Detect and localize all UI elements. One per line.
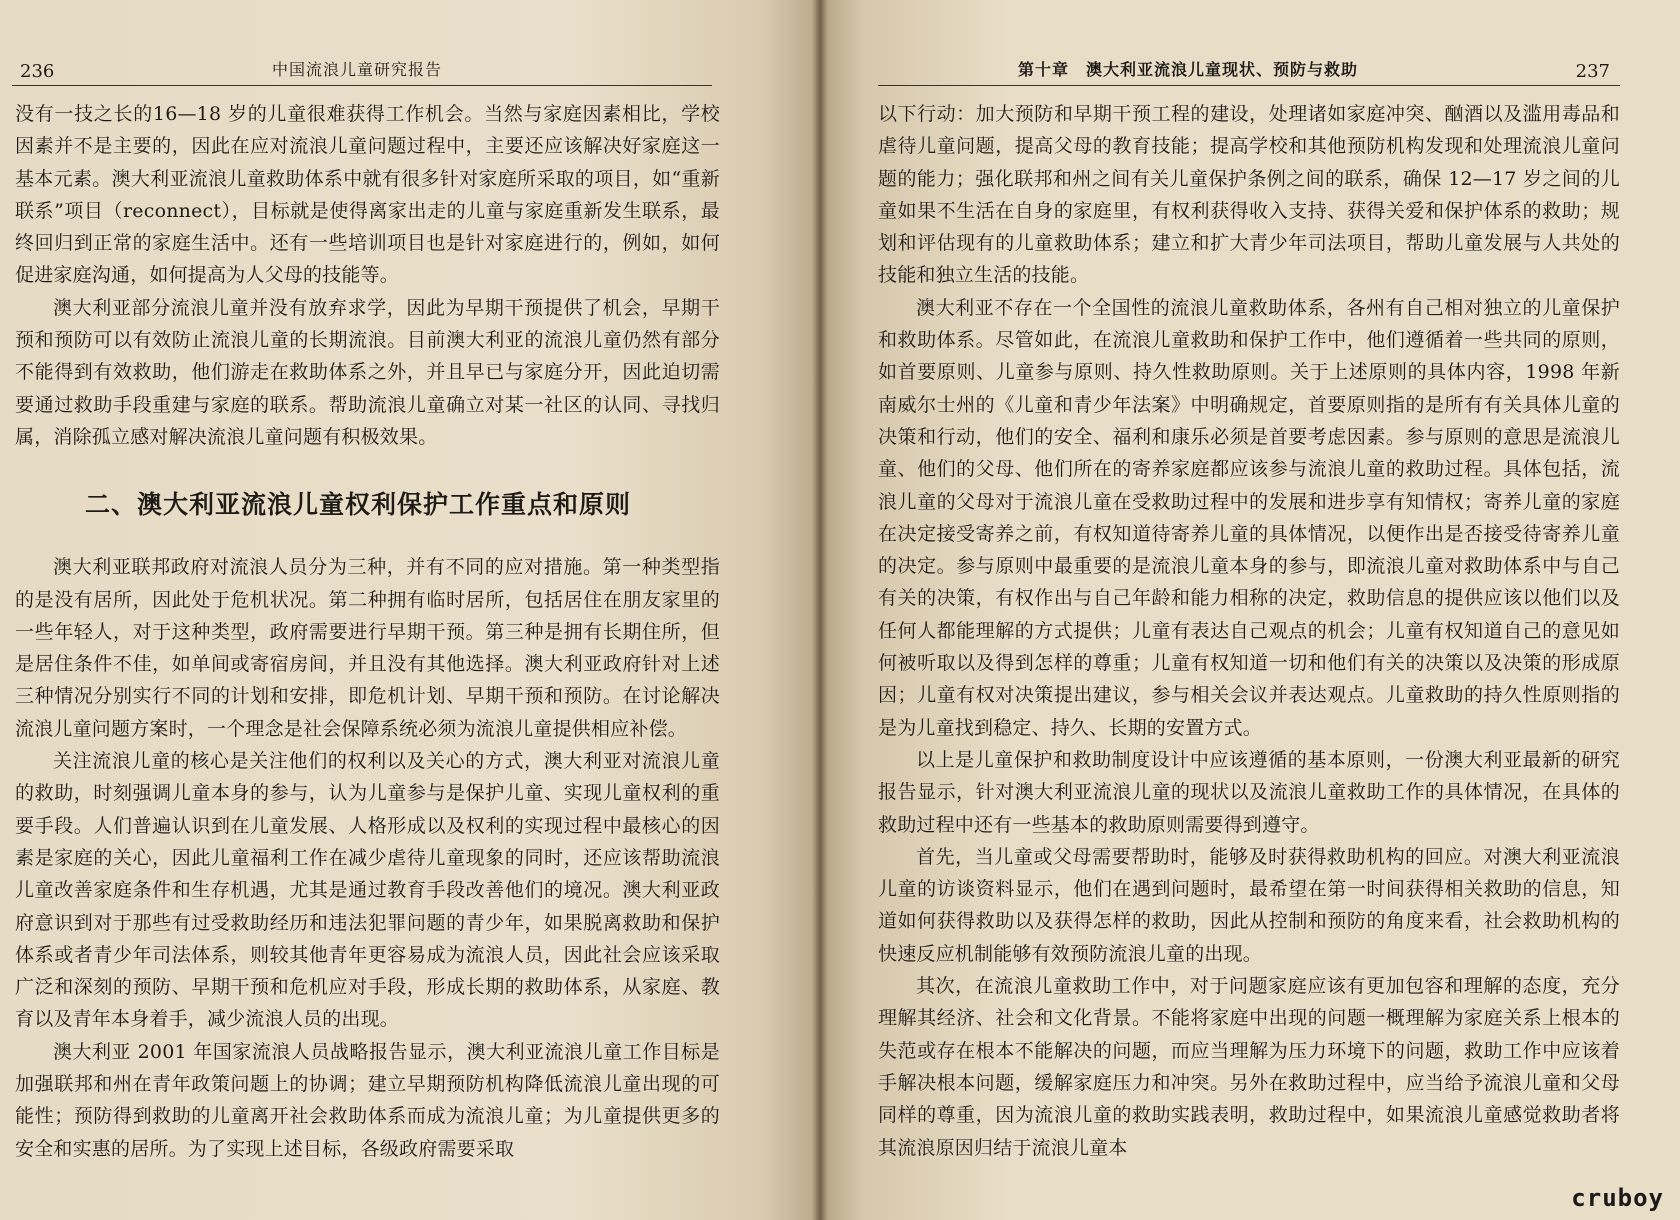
right-paragraph-5: 其次，在流浪儿童救助工作中，对于问题家庭应该有更加包容和理解的态度，充分理解其经济、社会和文化背景。不能将家庭中出现的问题一概理解为家庭关系上根本的失范或存在根本不能解决的问题，而应当理解为压力环境下的问题，救助工作中应该着手解决根本问题，缓解家庭压力和冲突。另外在救助过程中，应当给予流浪儿童和父母同样的尊重，因为流浪儿童的救助实践表明，救助过程中，如果流浪儿童感觉救助者将其流浪原因归结于流浪儿童本	[878, 975, 1620, 1159]
right-paragraph-4: 首先，当儿童或父母需要帮助时，能够及时获得救助机构的回应。对澳大利亚流浪儿童的访谈资料显示，他们在遇到问题时，最希望在第一时间获得相关救助的信息，知道如何获得救助以及获得怎样的救助，因此从控制和预防的角度来看，社会救助机构的快速反应机制能够有效预防流浪儿童的出现。	[878, 845, 1620, 965]
right-running-head: 第十章 澳大利亚流浪儿童现状、预防与救助	[1018, 60, 1359, 79]
right-page-body	[878, 98, 1620, 1164]
left-paragraph-2: 澳大利亚部分流浪儿童并没有放弃求学，因此为早期干预提供了机会，早期干预和预防可以有效防止流浪儿童的长期流浪。目前澳大利亚的流浪儿童仍然有部分不能得到有效救助，他们游走在救助体系之外，并且早已与家庭分开，因此迫切需要通过救助手段重建与家庭的联系。帮助流浪儿童确立对某一社区的认同、寻找归属，消除孤立感对解决流浪儿童问题有积极效果。	[15, 296, 720, 448]
left-paragraph-1: 没有一技之长的16—18 岁的儿童很难获得工作机会。当然与家庭因素相比，学校因素并不是主要的，因此在应对流浪儿童问题过程中，主要还应该解决好家庭这一基本元素。澳大利亚流浪儿童救助体系中就有很多针对家庭所采取的项目，如“重新联系”项目（reconnect），目标就是使得离家出走的儿童与家庭重新发生联系，最终回归到正常的家庭生活中。还有一些培训项目也是针对家庭进行的，例如，如何促进家庭沟通，如何提高为人父母的技能等。	[15, 103, 720, 287]
right-page-number: 237	[1575, 61, 1610, 82]
right-page-header	[878, 56, 1620, 86]
scanner-watermark: cruboy	[1571, 1184, 1664, 1212]
right-paragraph-2: 澳大利亚不存在一个全国性的流浪儿童救助体系，各州有自己相对独立的儿童保护和救助体系。尽管如此，在流浪儿童救助和保护工作中，他们遵循着一些共同的原则，如首要原则、儿童参与原则、持久性救助原则。关于上述原则的具体内容，1998 年新南威尔士州的《儿童和青少年法案》中明确规定，首要原则指的是所有有关具体儿童的决策和行动，他们的安全、福利和康乐必须是首要考虑因素。参与原则的意思是流浪儿童、他们的父母、他们所在的寄养家庭都应该参与流浪儿童的救助过程。具体包括，流浪儿童的父母对于流浪儿童在受救助过程中的发展和进步享有知情权；寄养儿童的家庭在决定接受寄养之前，有权知道待寄养儿童的具体情况，以便作出是否接受待寄养儿童的决定。参与原则中最重要的是流浪儿童本身的参与，即流浪儿童对救助体系中与自己有关的决策，有权作出与自己年龄和能力相称的决定，救助信息的提供应该以他们以及任何人都能理解的方式提供；儿童有表达自己观点的机会；儿童有权知道自己的意见如何被听取以及得到怎样的尊重；儿童有权知道一切和他们有关的决策以及决策的形成原因；儿童有权对决策提出建议，参与相关会议并表达观点。儿童救助的持久性原则指的是为儿童找到稳定、持久、长期的安置方式。	[878, 296, 1620, 739]
left-paragraph-3: 澳大利亚联邦政府对流浪人员分为三种，并有不同的应对措施。第一种类型指的是没有居所，因此处于危机状况。第二种拥有临时居所，包括居住在朋友家里的一些年轻人，对于这种类型，政府需要进行早期干预。第三种是拥有长期住所，但是居住条件不佳，如单间或寄宿房间，并且没有其他选择。澳大利亚政府针对上述三种情况分别实行不同的计划和安排，即危机计划、早期干预和预防。在讨论解决流浪儿童问题方案时，一个理念是社会保障系统必须为流浪儿童提供相应补偿。	[15, 556, 720, 740]
left-page-header	[12, 56, 712, 86]
left-page	[0, 0, 820, 1220]
left-page-body	[15, 98, 720, 1165]
left-page-number: 236	[20, 61, 55, 82]
right-paragraph-3: 以上是儿童保护和救助制度设计中应该遵循的基本原则，一份澳大利亚最新的研究报告显示，针对澳大利亚流浪儿童的现状以及流浪儿童救助工作的具体情况，在具体的救助过程中还有一些基本的救助原则需要得到遵守。	[878, 748, 1620, 836]
left-paragraph-5: 澳大利亚 2001 年国家流浪人员战略报告显示，澳大利亚流浪儿童工作目标是加强联邦和州在青年政策问题上的协调；建立早期预防机构降低流浪儿童出现的可能性；预防得到救助的儿童离开社会救助体系而成为流浪儿童；为儿童提供更多的安全和实惠的居所。为了实现上述目标，各级政府需要采取	[15, 1040, 720, 1160]
left-paragraph-4: 关注流浪儿童的核心是关注他们的权利以及关心的方式，澳大利亚对流浪儿童的救助，时刻强调儿童本身的参与，认为儿童参与是保护儿童、实现儿童权利的重要手段。人们普遍认识到在儿童发展、人格形成以及权利的实现过程中最核心的因素是家庭的关心，因此儿童福利工作在减少虐待儿童现象的同时，还应该帮助流浪儿童改善家庭条件和生存机遇，尤其是通过教育手段改善他们的境况。澳大利亚政府意识到对于那些有过受救助经历和违法犯罪问题的青少年，如果脱离救助和保护体系或者青少年司法体系，则较其他青年更容易成为流浪人员，因此社会应该采取广泛和深刻的预防、早期干预和危机应对手段，形成长期的救助体系，从家庭、教育以及青年本身着手，减少流浪人员的出现。	[15, 750, 720, 1031]
left-running-head: 中国流浪儿童研究报告	[272, 60, 443, 79]
right-paragraph-1: 以下行动：加大预防和早期干预工程的建设，处理诸如家庭冲突、酗酒以及滥用毒品和虐待儿童问题，提高父母的教育技能；提高学校和其他预防机构发现和处理流浪儿童问题的能力；强化联邦和州之间有关儿童保护条例之间的联系，确保 12—17 岁之间的儿童如果不生活在自身的家庭里，有权利获得收入支持、获得关爱和保护体系的救助；规划和评估现有的儿童救助体系；建立和扩大青少年司法项目，帮助儿童发展与人共处的技能和独立生活的技能。	[878, 103, 1620, 287]
right-page	[820, 0, 1680, 1220]
section-heading: 二、澳大利亚流浪儿童权利保护工作重点和原则	[85, 490, 632, 520]
